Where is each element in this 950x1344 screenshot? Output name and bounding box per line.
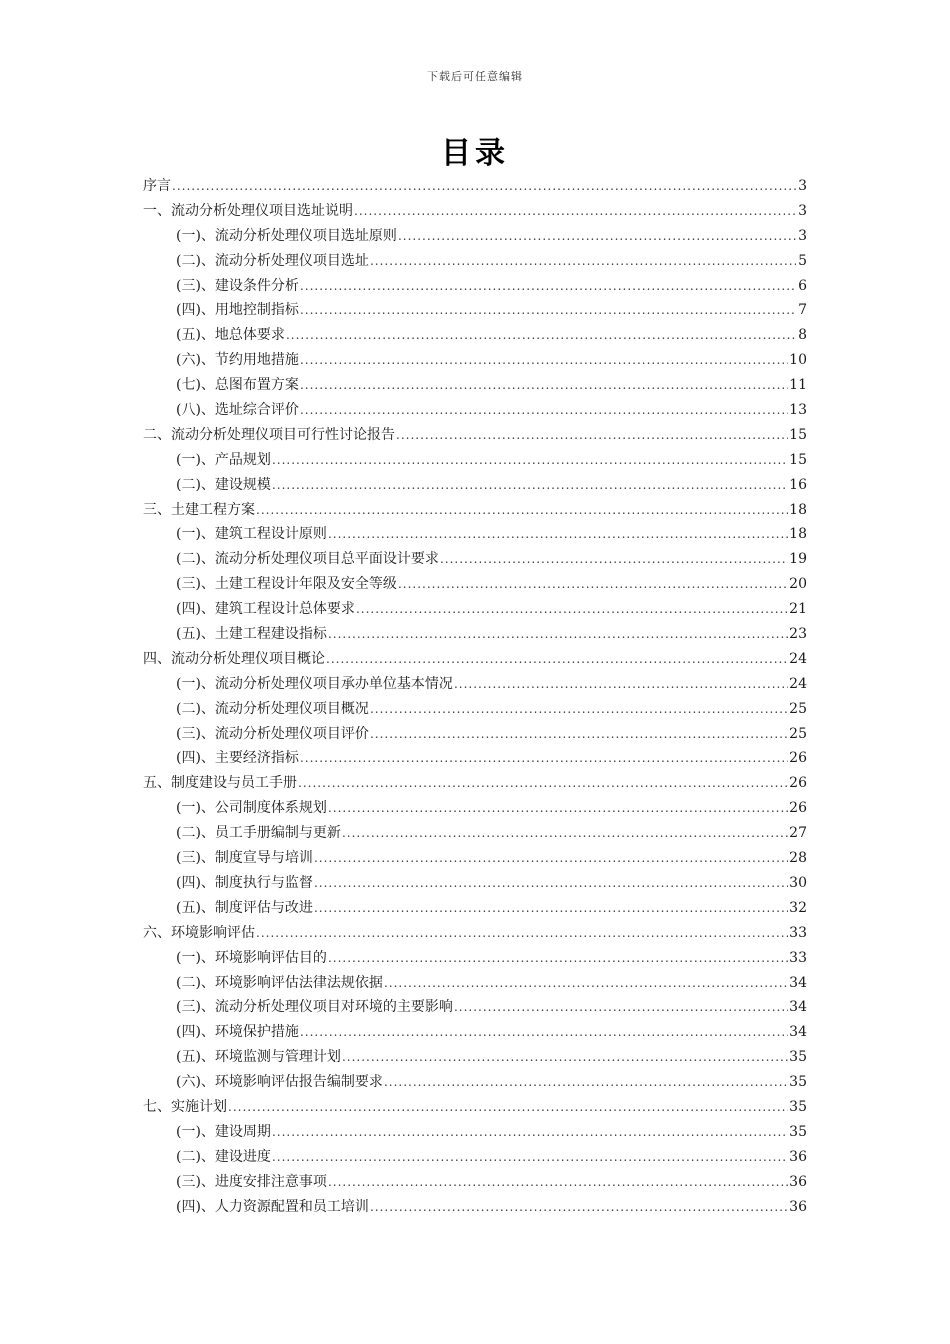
toc-dot-leader (172, 174, 796, 199)
toc-dot-leader (398, 572, 788, 597)
toc-dot-leader (328, 522, 788, 547)
toc-entry-label: (二)、流动分析处理仪项目选址 (176, 252, 369, 269)
toc-dot-leader (300, 298, 796, 323)
toc-entry-page-number: 26 (789, 775, 807, 792)
toc-dot-leader (370, 1195, 788, 1220)
toc-dot-leader (298, 771, 788, 796)
toc-entry-chapter[interactable] (143, 647, 807, 672)
toc-dot-leader (272, 1120, 788, 1145)
toc-dot-leader (272, 448, 788, 473)
toc-entry-page-number: 23 (789, 626, 807, 643)
toc-entry-page-number: 11 (789, 377, 807, 394)
toc-entry-page-number: 25 (789, 725, 807, 742)
toc-dot-leader (286, 323, 796, 348)
toc-dot-leader (454, 672, 788, 697)
toc-entry-page-number: 7 (798, 302, 807, 319)
toc-dot-leader (300, 373, 788, 398)
toc-entry-section[interactable] (143, 846, 807, 871)
toc-entry-page-number: 36 (789, 1198, 807, 1215)
toc-entry-section[interactable] (143, 373, 807, 398)
toc-entry-page-number: 19 (789, 551, 807, 568)
toc-entry-label: (三)、流动分析处理仪项目对环境的主要影响 (176, 999, 453, 1016)
toc-entry-chapter[interactable] (143, 174, 807, 199)
toc-dot-leader (342, 821, 788, 846)
toc-entry-chapter[interactable] (143, 423, 807, 448)
toc-entry-section[interactable] (143, 597, 807, 622)
toc-dot-leader (328, 946, 788, 971)
toc-entry-section[interactable] (143, 622, 807, 647)
toc-entry-label: (一)、产品规划 (176, 451, 271, 468)
toc-entry-page-number: 33 (789, 924, 807, 941)
toc-entry-page-number: 13 (789, 402, 807, 419)
toc-dot-leader (314, 871, 788, 896)
toc-entry-page-number: 18 (789, 501, 807, 518)
toc-dot-leader (370, 249, 796, 274)
toc-entry-page-number: 20 (789, 576, 807, 593)
toc-entry-label: (四)、建筑工程设计总体要求 (176, 601, 355, 618)
toc-dot-leader (326, 647, 788, 672)
toc-dot-leader (314, 896, 788, 921)
toc-entry-label: (四)、用地控制指标 (176, 302, 299, 319)
toc-entry-label: (八)、选址综合评价 (176, 402, 299, 419)
toc-entry-page-number: 3 (798, 227, 807, 244)
toc-entry-section[interactable] (143, 746, 807, 771)
toc-dot-leader (454, 995, 788, 1020)
toc-entry-label: (一)、建设周期 (176, 1123, 271, 1140)
toc-dot-leader (300, 274, 796, 299)
toc-entry-page-number: 15 (789, 426, 807, 443)
toc-entry-page-number: 3 (798, 202, 807, 219)
toc-entry-label: (三)、流动分析处理仪项目评价 (176, 725, 369, 742)
toc-entry-label: (二)、建设进度 (176, 1148, 271, 1165)
toc-entry-section[interactable] (143, 473, 807, 498)
toc-dot-leader (354, 199, 796, 224)
toc-entry-chapter[interactable] (143, 1095, 807, 1120)
toc-entry-page-number: 25 (789, 700, 807, 717)
toc-dot-leader (342, 1045, 788, 1070)
toc-entry-page-number: 26 (789, 750, 807, 767)
toc-entry-page-number: 5 (798, 252, 807, 269)
toc-entry-label: (二)、流动分析处理仪项目概况 (176, 700, 369, 717)
toc-entry-section[interactable] (143, 896, 807, 921)
toc-entry-label: (一)、流动分析处理仪项目选址原则 (176, 227, 397, 244)
toc-entry-label: (二)、员工手册编制与更新 (176, 825, 341, 842)
toc-entry-section[interactable] (143, 946, 807, 971)
toc-entry-page-number: 28 (789, 850, 807, 867)
toc-dot-leader (398, 224, 796, 249)
toc-dot-leader (300, 1020, 788, 1045)
toc-dot-leader (300, 398, 788, 423)
toc-entry-label: (五)、制度评估与改进 (176, 899, 313, 916)
toc-entry-page-number: 24 (789, 675, 807, 692)
toc-entry-page-number: 24 (789, 650, 807, 667)
toc-entry-section[interactable] (143, 224, 807, 249)
toc-dot-leader (314, 846, 788, 871)
toc-entry-page-number: 35 (789, 1098, 807, 1115)
toc-entry-section[interactable] (143, 697, 807, 722)
toc-entry-section[interactable] (143, 323, 807, 348)
toc-entry-label: (五)、地总体要求 (176, 327, 285, 344)
toc-entry-label: (三)、制度宣导与培训 (176, 850, 313, 867)
toc-entry-chapter[interactable] (143, 199, 807, 224)
toc-entry-label: 序言 (143, 178, 171, 194)
toc-entry-section[interactable] (143, 572, 807, 597)
toc-entry-section[interactable] (143, 522, 807, 547)
toc-dot-leader (328, 1170, 788, 1195)
toc-entry-section[interactable] (143, 547, 807, 572)
toc-dot-leader (396, 423, 788, 448)
toc-entry-section[interactable] (143, 672, 807, 697)
toc-entry-label: (二)、流动分析处理仪项目总平面设计要求 (176, 551, 439, 568)
toc-entry-section[interactable] (143, 348, 807, 373)
toc-entry-page-number: 34 (789, 999, 807, 1016)
table-of-contents (143, 174, 807, 1219)
toc-dot-leader (440, 547, 788, 572)
toc-entry-page-number: 8 (798, 327, 807, 344)
toc-dot-leader (356, 597, 788, 622)
toc-dot-leader (272, 473, 788, 498)
toc-entry-section[interactable] (143, 398, 807, 423)
toc-entry-label: 三、土建工程方案 (143, 501, 255, 518)
toc-entry-page-number: 27 (789, 825, 807, 842)
toc-entry-page-number: 32 (789, 899, 807, 916)
toc-dot-leader (328, 622, 788, 647)
toc-entry-label: (二)、建设规模 (176, 476, 271, 493)
toc-entry-label: 五、制度建设与员工手册 (143, 775, 297, 792)
toc-dot-leader (228, 1095, 788, 1120)
toc-entry-page-number: 33 (789, 949, 807, 966)
toc-dot-leader (328, 796, 788, 821)
toc-dot-leader (256, 921, 788, 946)
toc-entry-page-number: 36 (789, 1173, 807, 1190)
toc-entry-label: (七)、总图布置方案 (176, 377, 299, 394)
toc-entry-label: (一)、环境影响评估目的 (176, 949, 327, 966)
toc-dot-leader (384, 1070, 788, 1095)
toc-entry-page-number: 18 (789, 526, 807, 543)
toc-entry-section[interactable] (143, 871, 807, 896)
toc-entry-page-number: 3 (798, 178, 807, 194)
toc-entry-chapter[interactable] (143, 771, 807, 796)
toc-entry-section[interactable] (143, 1195, 807, 1220)
toc-entry-section[interactable] (143, 249, 807, 274)
toc-entry-section[interactable] (143, 796, 807, 821)
toc-entry-page-number: 36 (789, 1148, 807, 1165)
toc-dot-leader (256, 498, 788, 523)
toc-dot-leader (384, 971, 788, 996)
toc-entry-page-number: 21 (789, 601, 807, 618)
toc-entry-page-number: 34 (789, 974, 807, 991)
toc-dot-leader (300, 348, 788, 373)
toc-entry-label: (六)、节约用地措施 (176, 352, 299, 369)
toc-entry-section[interactable] (143, 821, 807, 846)
toc-entry-page-number: 10 (789, 352, 807, 369)
toc-entry-label: (一)、建筑工程设计原则 (176, 526, 327, 543)
toc-entry-label: (一)、流动分析处理仪项目承办单位基本情况 (176, 675, 453, 692)
toc-entry-section[interactable] (143, 1120, 807, 1145)
toc-entry-section[interactable] (143, 1045, 807, 1070)
toc-entry-label: (三)、建设条件分析 (176, 277, 299, 294)
toc-entry-section[interactable] (143, 971, 807, 996)
toc-entry-page-number: 16 (789, 476, 807, 493)
toc-entry-page-number: 30 (789, 874, 807, 891)
toc-entry-label: 二、流动分析处理仪项目可行性讨论报告 (143, 426, 395, 443)
toc-entry-section[interactable] (143, 1070, 807, 1095)
toc-entry-section[interactable] (143, 995, 807, 1020)
toc-entry-section[interactable] (143, 274, 807, 299)
toc-entry-label: (六)、环境影响评估报告编制要求 (176, 1074, 383, 1091)
toc-dot-leader (370, 697, 788, 722)
toc-entry-section[interactable] (143, 448, 807, 473)
toc-entry-label: (五)、土建工程建设指标 (176, 626, 327, 643)
toc-entry-page-number: 6 (798, 277, 807, 294)
toc-entry-label: (三)、进度安排注意事项 (176, 1173, 327, 1190)
header-note: 下载后可任意编辑 (427, 70, 523, 83)
toc-entry-section[interactable] (143, 1170, 807, 1195)
toc-entry-page-number: 35 (789, 1049, 807, 1066)
toc-entry-label: 一、流动分析处理仪项目选址说明 (143, 202, 353, 219)
toc-entry-page-number: 35 (789, 1074, 807, 1091)
toc-entry-label: (四)、制度执行与监督 (176, 874, 313, 891)
toc-entry-label: (四)、环境保护措施 (176, 1024, 299, 1041)
toc-entry-label: (四)、主要经济指标 (176, 750, 299, 767)
toc-entry-page-number: 26 (789, 800, 807, 817)
toc-entry-label: (五)、环境监测与管理计划 (176, 1049, 341, 1066)
toc-entry-label: (四)、人力资源配置和员工培训 (176, 1198, 369, 1215)
toc-entry-section[interactable] (143, 1145, 807, 1170)
toc-entry-section[interactable] (143, 298, 807, 323)
toc-entry-chapter[interactable] (143, 921, 807, 946)
toc-entry-section[interactable] (143, 1020, 807, 1045)
toc-dot-leader (272, 1145, 788, 1170)
toc-dot-leader (370, 722, 788, 747)
page-title: 目录 (441, 136, 509, 171)
toc-entry-label: (三)、土建工程设计年限及安全等级 (176, 576, 397, 593)
toc-entry-section[interactable] (143, 722, 807, 747)
toc-entry-label: (二)、环境影响评估法律法规依据 (176, 974, 383, 991)
toc-entry-label: 四、流动分析处理仪项目概论 (143, 650, 325, 667)
toc-entry-page-number: 35 (789, 1123, 807, 1140)
toc-entry-chapter[interactable] (143, 498, 807, 523)
toc-entry-page-number: 34 (789, 1024, 807, 1041)
toc-entry-label: 六、环境影响评估 (143, 924, 255, 941)
toc-entry-page-number: 15 (789, 451, 807, 468)
toc-dot-leader (300, 746, 788, 771)
toc-entry-label: 七、实施计划 (143, 1098, 227, 1115)
toc-entry-label: (一)、公司制度体系规划 (176, 800, 327, 817)
